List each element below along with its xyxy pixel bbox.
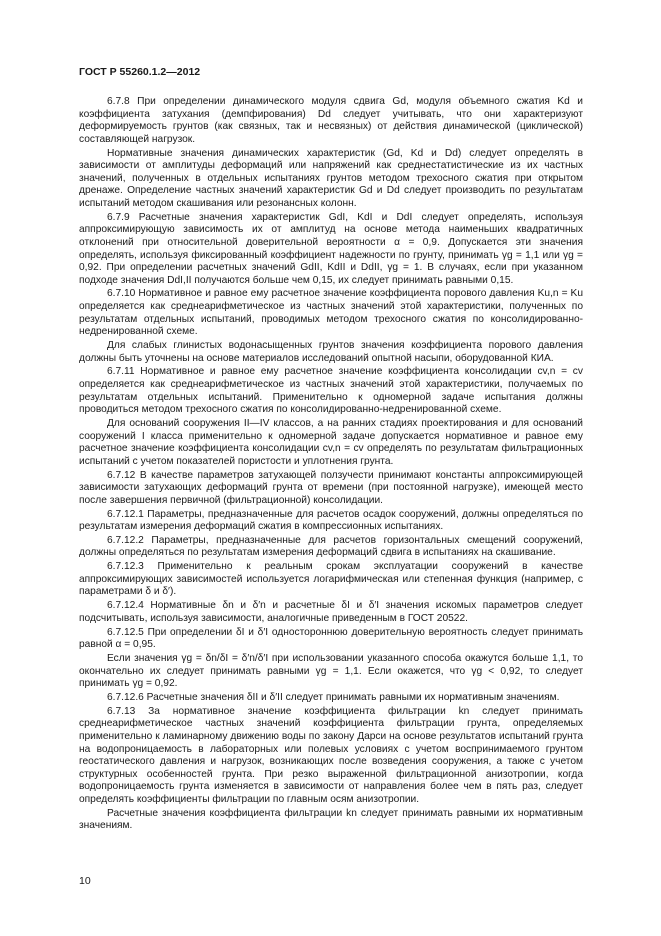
paragraph-filtration-calc: Расчетные значения коэффициента фильтрации kn следует принимать равными их нормативным значениям. xyxy=(79,807,583,832)
document-header: ГОСТ Р 55260.1.2—2012 xyxy=(79,66,201,78)
paragraph-weak-soils: Для слабых глинистых водонасыщенных грунтов значения коэффициента порового давления должны быть уточнены на основе материалов исследований опытной насыпи, оборудованной КИА. xyxy=(79,340,583,364)
paragraph-dynamic-normative: Нормативные значения динамических характеристик (Gd, Kd и Dd) следует определять в зависимости от амплитуды деформаций или напряжений как среднестатистические из их частных значений, полученных в отдельных испытаниях грунтов методом трехосного сжатия при открытом дренаже. Определение частных значений характеристик Gd и Dd следует производить по результатам испытаний методом скашивания или резонансных колонн. xyxy=(79,147,583,209)
paragraph-6-7-13: 6.7.13 За нормативное значение коэффициента фильтрации kn следует принимать среднеарифметическое частных значений коэффициента фильтрации грунта, определяемых применительно к ламинарному движению воды по закону Дарси на основе результатов испытаний грунта на водопроницаемость в лабораторных или полевых условиях с учетом воспринимаемого грунтом геостатического давления и нагрузок, возникающих после возведения сооружения, а также с учетом структурных особенностей грунта. При резко выраженной фильтрационной анизотропии, когда водопроницаемость грунта изменяется в зависимости от направления более чем в пять раз, следует определять коэффициенты фильтрации по главным осям анизотропии. xyxy=(79,705,583,805)
page-number: 10 xyxy=(79,875,91,887)
paragraph-class-foundations: Для оснований сооружения II—IV классов, а на ранних стадиях проектирования и для оснований сооружений I класса применительно к одномерной задаче допускается нормативное и равное ему расчетное значение коэффициента консолидации cv,n = cv определять по результатам фильтрационных испытаний с учетом показателей пористости и уплотнения грунта. xyxy=(79,417,583,467)
paragraph-6-7-12-5: 6.7.12.5 При определении δI и δ′I одностороннюю доверительную вероятность следует принимать равной α = 0,95. xyxy=(79,626,583,651)
paragraph-6-7-12-1: 6.7.12.1 Параметры, предназначенные для расчетов осадок сооружений, должны определяться по результатам измерения деформаций сжатия в компрессионных испытаниях. xyxy=(79,508,583,533)
paragraph-6-7-12: 6.7.12 В качестве параметров затухающей ползучести принимают константы аппроксимирующей зависимости затухающих деформаций грунта от времени (при постоянной нагрузке), имеющей место после завершения первичной (фильтрационной) консолидации. xyxy=(79,469,583,506)
paragraph-6-7-12-2: 6.7.12.2 Параметры, предназначенные для расчетов горизонтальных смещений сооружений, должны определяться по результатам измерения деформаций сдвига в испытаниях на скашивание. xyxy=(79,534,583,559)
paragraph-6-7-12-6: 6.7.12.6 Расчетные значения δII и δ′II следует принимать равными их нормативным значениям. xyxy=(107,691,560,703)
paragraph-6-7-12-3: 6.7.12.3 Применительно к реальным срокам эксплуатации сооружений в качестве аппроксимирующих зависимостей используется логарифмическая или степенная функция (например, с параметрами δ и δ′). xyxy=(79,561,583,598)
paragraph-6-7-10: 6.7.10 Нормативное и равное ему расчетное значение коэффициента порового давления Ku,n = Ku определяется как среднеарифметическое из частных значений этой характеристики, полученных по результатам отдельных испытаний, проводимых методом трехосного сжатия по консолидированно-недренированной схеме. xyxy=(79,288,583,338)
paragraph-6-7-11: 6.7.11 Нормативное и равное ему расчетное значение коэффициента консолидации cv,n = cv определяется как среднеарифметическое из частных значений этой характеристики, получаемых по результатам отдельных испытаний. Применительно к одномерной задаче испытания должны проводиться методом трехосного сжатия по консолидированно-недренированной схеме. xyxy=(79,366,583,416)
paragraph-gamma-values: Если значения γg = δn/δI = δ′n/δ′I при использовании указанного способа окажутся больше 1,1, то окончательно их следует принимать равными γg = 1,1. Если окажется, что γg < 0,92, то следует принимать γg = 0,92. xyxy=(79,652,583,690)
paragraph-6-7-12-4: 6.7.12.4 Нормативные δn и δ′n и расчетные δI и δ′I значения искомых параметров следует подсчитывать, используя зависимости, аналогичные приведенным в ГОСТ 20522. xyxy=(79,600,583,624)
paragraph-6-7-9: 6.7.9 Расчетные значения характеристик GdI, KdI и DdI следует определять, используя аппроксимирующую зависимость их от амплитуд на основе метода наименьших квадратичных отклонений при относительной доверительной вероятности α = 0,9. Допускается эти значения определять, используя фиксированный коэффициент надежности по грунту, принимать γg = 1,1 или γg = 0,92. При определении расчетных значений GdII, KdII и DdII, γg = 1. В случаях, если при указанном подходе значения DdI,II получаются больше чем 0,15, их следует принимать равными 0,15. xyxy=(79,211,583,286)
paragraph-6-7-8: 6.7.8 При определении динамического модуля сдвига Gd, модуля объемного сжатия Kd и коэффициента затухания (демпфирования) Dd следует учитывать, что они характеризуют деформируемость грунтов (как связных, так и несвязных) от действия динамической (циклической) составляющей нагрузок. xyxy=(79,96,583,145)
document-body xyxy=(79,96,583,834)
